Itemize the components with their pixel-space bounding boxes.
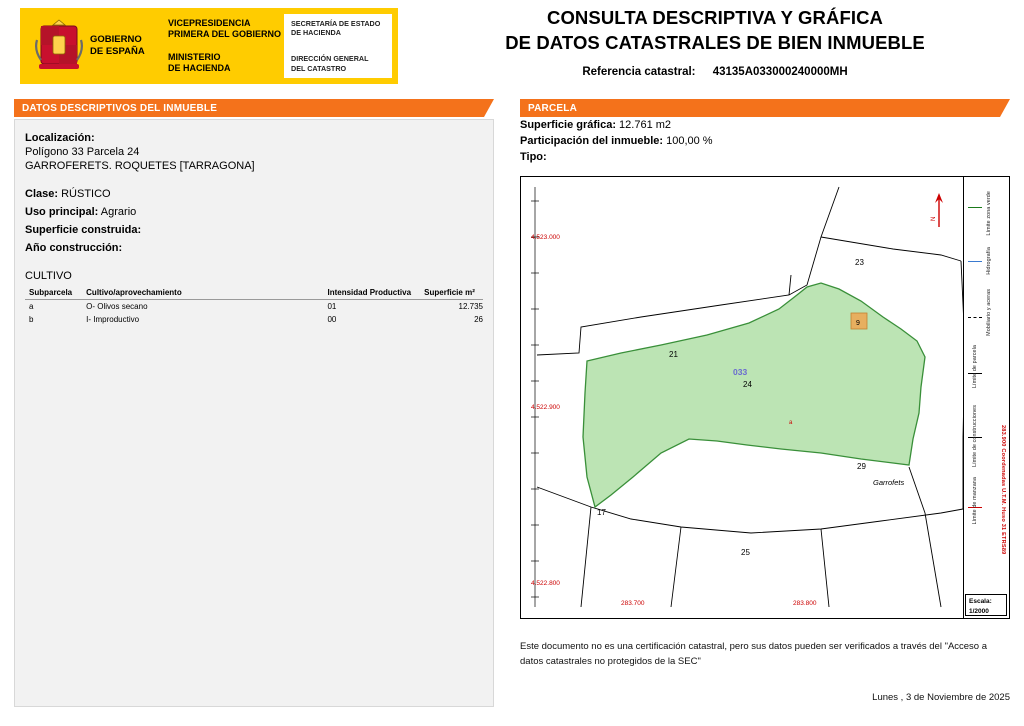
svg-text:033: 033	[733, 367, 748, 377]
vice-line2: PRIMERA DEL GOBIERNO	[168, 28, 282, 39]
scale-label: Escala:	[969, 598, 992, 605]
uso-principal-row	[25, 206, 483, 218]
svg-text:4.522.900: 4.522.900	[531, 404, 560, 411]
section-header-left-label: DATOS DESCRIPTIVOS DEL INMUEBLE	[22, 102, 218, 114]
tipo-label: Tipo:	[520, 151, 547, 163]
participacion-row	[520, 135, 1010, 147]
cell-cultivo: I- Improductivo	[86, 315, 140, 324]
uso-principal-value: Agrario	[100, 206, 137, 218]
reference-value: 43135A033000240000MH	[712, 65, 848, 78]
document-header	[0, 0, 1024, 92]
descriptive-data-panel	[14, 119, 494, 707]
cell-subparcela: a	[29, 302, 34, 311]
col-header-intensidad: Intensidad Productiva	[327, 286, 424, 300]
ministerio-line1: MINISTERIO	[168, 52, 221, 62]
localizacion-label: Localización:	[25, 132, 95, 144]
map-scale-box	[965, 594, 1007, 616]
table-row	[25, 300, 483, 314]
clase-value: RÚSTICO	[61, 188, 111, 200]
direccion-line2: DEL CATASTRO	[291, 63, 347, 73]
anio-construccion-label: Año construcción:	[25, 242, 123, 254]
gobierno-line2: DE ESPAÑA	[90, 46, 145, 57]
tipo-row	[520, 151, 1010, 163]
secretaria-line2: DE HACIENDA	[291, 28, 341, 38]
spain-coat-of-arms-icon	[30, 14, 88, 78]
direccion-line1: DIRECCIÓN GENERAL	[291, 54, 369, 63]
svg-text:4.522.800: 4.522.800	[531, 580, 560, 587]
clase-row	[25, 188, 483, 200]
svg-text:4.523.000: 4.523.000	[531, 234, 560, 241]
cell-cultivo: O- Olivos secano	[86, 302, 148, 311]
map-legend	[963, 177, 1009, 618]
gobierno-line1: GOBIERNO	[90, 34, 142, 46]
cultivo-table	[25, 286, 483, 326]
cell-intensidad: 01	[327, 302, 337, 311]
svg-text:17: 17	[597, 508, 606, 517]
legend-rule-mobiliario	[968, 317, 982, 318]
svg-text:N: N	[931, 216, 937, 221]
legend-label-mobiliario: Mobiliario y aceras	[986, 289, 992, 336]
participacion-value: 100,00 %	[666, 135, 713, 147]
map-drawing	[521, 177, 1009, 618]
col-header-cultivo: Cultivo/aprovechamiento	[86, 286, 327, 300]
svg-text:29: 29	[857, 462, 866, 471]
localizacion-line-1: Polígono 33 Parcela 24	[25, 146, 140, 158]
catastro-text-block	[284, 14, 392, 78]
localizacion-line-2: GARROFERETS. ROQUETES [TARRAGONA]	[25, 160, 255, 172]
uso-principal-label: Uso principal:	[25, 206, 99, 218]
main-parcel-polygon	[583, 283, 925, 507]
cultivo-title: CULTIVO	[25, 270, 72, 282]
cell-intensidad: 00	[327, 315, 337, 324]
utm-coordinates-label: 283.900 Coordenadas U.T.M. Huso 31 ETRS89	[1000, 425, 1006, 555]
svg-text:25: 25	[741, 548, 750, 557]
col-header-subparcela: Subparcela	[25, 286, 86, 300]
title-line-1: CONSULTA DESCRIPTIVA Y GRÁFICA	[546, 7, 884, 28]
document-date: Lunes , 3 de Noviembre de 2025	[872, 692, 1010, 703]
legend-label-hidrografia: Hidrografía	[986, 247, 992, 275]
title-line-2: DE DATOS CATASTRALES DE BIEN INMUEBLE	[505, 31, 925, 53]
legend-label-limite-manzana: Límite de manzana	[972, 477, 978, 525]
legend-rule-zona-verde	[968, 207, 982, 208]
svg-text:23: 23	[855, 258, 864, 267]
cell-superficie: 26	[474, 315, 483, 324]
vicepresidencia-text	[168, 8, 284, 84]
cell-subparcela: b	[29, 315, 34, 324]
col-header-superficie: Superficie m²	[424, 286, 483, 300]
participacion-label: Participación del inmueble:	[520, 135, 664, 147]
document-title-area	[420, 6, 1010, 78]
ministerio-line2: DE HACIENDA	[168, 63, 231, 74]
secretaria-line1: SECRETARÍA DE ESTADO	[291, 18, 381, 28]
table-row	[25, 313, 483, 326]
svg-text:24: 24	[743, 380, 752, 389]
superficie-grafica-value: 12.761 m2	[619, 119, 672, 131]
svg-text:21: 21	[669, 350, 678, 359]
svg-text:a: a	[789, 420, 793, 426]
legend-label-limite-construcciones: Límite de construcciones	[972, 405, 978, 468]
cell-superficie: 12.735	[458, 302, 483, 311]
svg-text:283.700: 283.700	[621, 600, 645, 607]
reference-label: Referencia catastral:	[582, 65, 696, 78]
legend-label-zona-verde: Límite zona verde	[986, 191, 992, 236]
cultivo-table-header-row	[25, 286, 483, 300]
anio-construccion-row	[25, 242, 483, 254]
government-logo-block	[20, 8, 398, 84]
svg-text:283.800: 283.800	[793, 600, 817, 607]
clase-label: Clase:	[25, 188, 59, 200]
superficie-grafica-label: Superficie gráfica:	[520, 119, 616, 131]
parcela-summary	[520, 119, 1010, 167]
section-header-parcela	[520, 99, 1010, 117]
gobierno-text	[90, 8, 168, 84]
svg-text:Garrofets: Garrofets	[873, 478, 905, 487]
section-header-datos-descriptivos	[14, 99, 494, 117]
document-disclaimer: Este documento no es una certificación catastral, pero sus datos pueden ser verificados a través del "Acceso a datos catastrales no protegidos de la SEC"	[520, 641, 988, 667]
reference-line	[420, 66, 1010, 78]
legend-rule-hidrografia	[968, 261, 982, 262]
scale-value: 1/2000	[969, 607, 989, 615]
section-header-right-label: PARCELA	[528, 102, 577, 114]
svg-text:9: 9	[856, 320, 860, 327]
cadastral-map[interactable]	[520, 176, 1010, 619]
superficie-construida-row	[25, 224, 483, 236]
superficie-construida-label: Superficie construida:	[25, 224, 142, 236]
superficie-grafica-row	[520, 119, 1010, 131]
legend-label-limite-parcela: Límite de parcela	[972, 345, 978, 389]
vice-line1: VICEPRESIDENCIA	[168, 17, 251, 28]
north-arrow-icon	[931, 193, 943, 227]
